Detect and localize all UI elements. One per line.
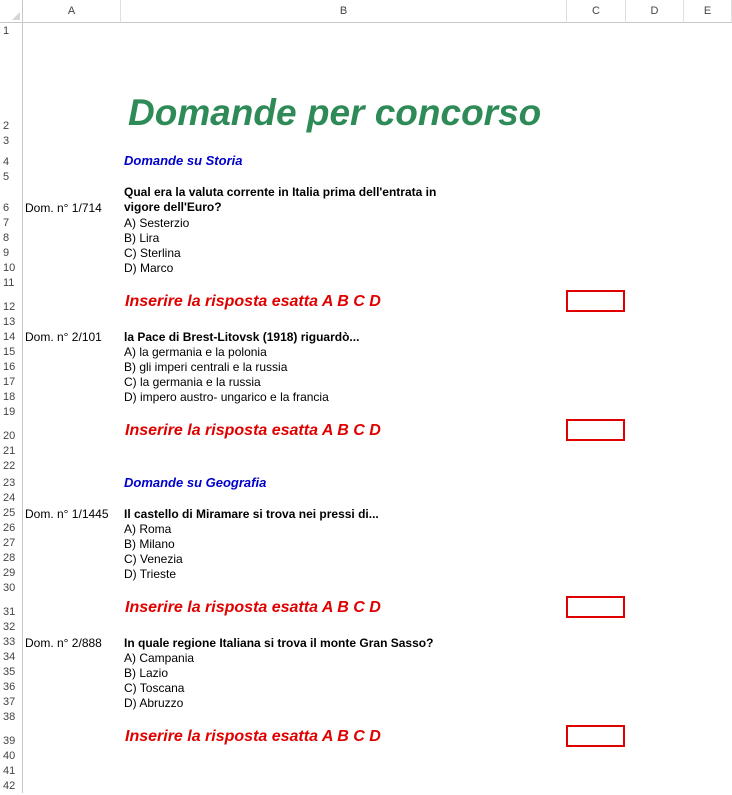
section-heading-storia: Domande su Storia <box>124 153 243 168</box>
row-number: 31 <box>3 606 16 618</box>
row-header[interactable] <box>0 23 23 38</box>
row-number: 3 <box>3 135 10 147</box>
row-number: 2 <box>3 120 10 132</box>
column-header-b[interactable]: B <box>121 0 567 23</box>
row-header[interactable] <box>0 374 23 389</box>
row-header[interactable] <box>0 649 23 664</box>
column-header-d[interactable]: D <box>626 0 684 23</box>
row-number: 10 <box>3 262 16 274</box>
row-number: 37 <box>3 696 16 708</box>
row-number: 28 <box>3 552 16 564</box>
row-header[interactable] <box>0 664 23 679</box>
row-number: 6 <box>3 202 10 214</box>
row-number: 9 <box>3 247 10 259</box>
row-number: 8 <box>3 232 10 244</box>
row-number: 12 <box>3 301 16 313</box>
row-header[interactable] <box>0 419 23 443</box>
row-header[interactable] <box>0 724 23 748</box>
row-header[interactable] <box>0 634 23 649</box>
answer-option: B) Milano <box>124 537 175 551</box>
row-number: 40 <box>3 750 16 762</box>
answer-input-box[interactable] <box>566 596 625 618</box>
row-header[interactable] <box>0 595 23 619</box>
section-heading-geografia: Domande su Geografia <box>124 475 267 490</box>
answer-option: D) impero austro- ungarico e la francia <box>124 390 329 404</box>
row-header[interactable] <box>0 619 23 634</box>
answer-option: B) Lira <box>124 231 160 245</box>
row-header[interactable] <box>0 184 23 215</box>
row-header[interactable] <box>0 694 23 709</box>
row-header[interactable] <box>0 260 23 275</box>
question-id: Dom. n° 1/714 <box>25 201 102 215</box>
row-number: 39 <box>3 735 16 747</box>
answer-prompt: Inserire la risposta esatta A B C D <box>125 422 381 439</box>
row-header[interactable] <box>0 329 23 344</box>
answer-option: A) Campania <box>124 651 195 665</box>
row-header[interactable] <box>0 344 23 359</box>
row-number: 30 <box>3 582 16 594</box>
row-number: 13 <box>3 316 16 328</box>
row-header[interactable] <box>0 778 23 793</box>
row-header[interactable] <box>0 473 23 490</box>
row-number: 26 <box>3 522 16 534</box>
row-header[interactable] <box>0 169 23 184</box>
row-header[interactable] <box>0 215 23 230</box>
column-header-a[interactable]: A <box>23 0 121 23</box>
row-number: 20 <box>3 430 16 442</box>
answer-option: C) Toscana <box>124 681 185 695</box>
column-header-c[interactable]: C <box>567 0 626 23</box>
row-header[interactable] <box>0 389 23 404</box>
row-number: 14 <box>3 331 16 343</box>
row-number: 32 <box>3 621 16 633</box>
row-number: 16 <box>3 361 16 373</box>
row-header[interactable] <box>0 458 23 473</box>
row-number: 1 <box>3 25 10 37</box>
row-header[interactable] <box>0 443 23 458</box>
answer-option: A) la germania e la polonia <box>124 345 267 359</box>
row-header[interactable] <box>0 565 23 580</box>
row-header[interactable] <box>0 520 23 535</box>
row-header[interactable] <box>0 314 23 329</box>
answer-prompt: Inserire la risposta esatta A B C D <box>125 293 381 310</box>
select-all-corner[interactable] <box>0 0 23 23</box>
row-header[interactable] <box>0 535 23 550</box>
question-id: Dom. n° 2/101 <box>25 330 102 344</box>
question-id: Dom. n° 2/888 <box>25 636 102 650</box>
row-header[interactable] <box>0 290 23 314</box>
row-header[interactable] <box>0 359 23 374</box>
row-number: 36 <box>3 681 16 693</box>
row-number: 25 <box>3 507 16 519</box>
row-header[interactable] <box>0 275 23 290</box>
row-number: 7 <box>3 217 10 229</box>
answer-option: C) la germania e la russia <box>124 375 261 389</box>
row-header[interactable] <box>0 404 23 419</box>
answer-prompt: Inserire la risposta esatta A B C D <box>125 599 381 616</box>
answer-input-box[interactable] <box>566 290 625 312</box>
row-header[interactable] <box>0 679 23 694</box>
answer-prompt: Inserire la risposta esatta A B C D <box>125 728 381 745</box>
row-header[interactable] <box>0 148 23 169</box>
question-text: Il castello di Miramare si trova nei pressi di... <box>124 507 379 521</box>
answer-option: C) Venezia <box>124 552 183 566</box>
column-header-e[interactable]: E <box>684 0 732 23</box>
row-number: 42 <box>3 780 16 792</box>
row-number: 34 <box>3 651 16 663</box>
question-text: In quale regione Italiana si trova il monte Gran Sasso? <box>124 636 434 650</box>
row-number: 35 <box>3 666 16 678</box>
row-number: 27 <box>3 537 16 549</box>
select-all-triangle-icon <box>12 12 20 20</box>
row-header[interactable] <box>0 748 23 763</box>
row-header[interactable] <box>0 550 23 565</box>
row-number: 21 <box>3 445 16 457</box>
row-header[interactable] <box>0 230 23 245</box>
row-number: 23 <box>3 477 16 489</box>
answer-input-box[interactable] <box>566 725 625 747</box>
row-header[interactable] <box>0 245 23 260</box>
answer-option: B) Lazio <box>124 666 169 680</box>
answer-option: D) Marco <box>124 261 174 275</box>
row-number: 38 <box>3 711 16 723</box>
answer-option: A) Sesterzio <box>124 216 190 230</box>
answer-option: D) Abruzzo <box>124 696 184 710</box>
row-header[interactable] <box>0 490 23 505</box>
question-text-line2: vigore dell'Euro? <box>124 200 222 214</box>
answer-input-box[interactable] <box>566 419 625 441</box>
row-number: 15 <box>3 346 16 358</box>
question-text: Qual era la valuta corrente in Italia prima dell'entrata in <box>124 185 437 199</box>
row-number: 5 <box>3 171 10 183</box>
row-number: 29 <box>3 567 16 579</box>
row-header[interactable] <box>0 580 23 595</box>
row-number: 11 <box>3 277 15 289</box>
row-header[interactable] <box>0 709 23 724</box>
row-number: 33 <box>3 636 16 648</box>
answer-option: B) gli imperi centrali e la russia <box>124 360 288 374</box>
row-number: 4 <box>3 156 10 168</box>
answer-option: D) Trieste <box>124 567 177 581</box>
row-header[interactable] <box>0 763 23 778</box>
row-number: 41 <box>3 765 16 777</box>
answer-option: A) Roma <box>124 522 172 536</box>
question-text: la Pace di Brest-Litovsk (1918) riguardò... <box>124 330 360 344</box>
row-header[interactable] <box>0 38 23 133</box>
row-number: 18 <box>3 391 16 403</box>
row-header[interactable] <box>0 133 23 148</box>
row-header[interactable] <box>0 505 23 520</box>
row-number: 19 <box>3 406 16 418</box>
sheet-title: Domande per concorso <box>128 92 542 133</box>
row-number: 22 <box>3 460 16 472</box>
row-number: 24 <box>3 492 16 504</box>
row-number: 17 <box>3 376 16 388</box>
answer-option: C) Sterlina <box>124 246 181 260</box>
question-id: Dom. n° 1/1445 <box>25 507 109 521</box>
